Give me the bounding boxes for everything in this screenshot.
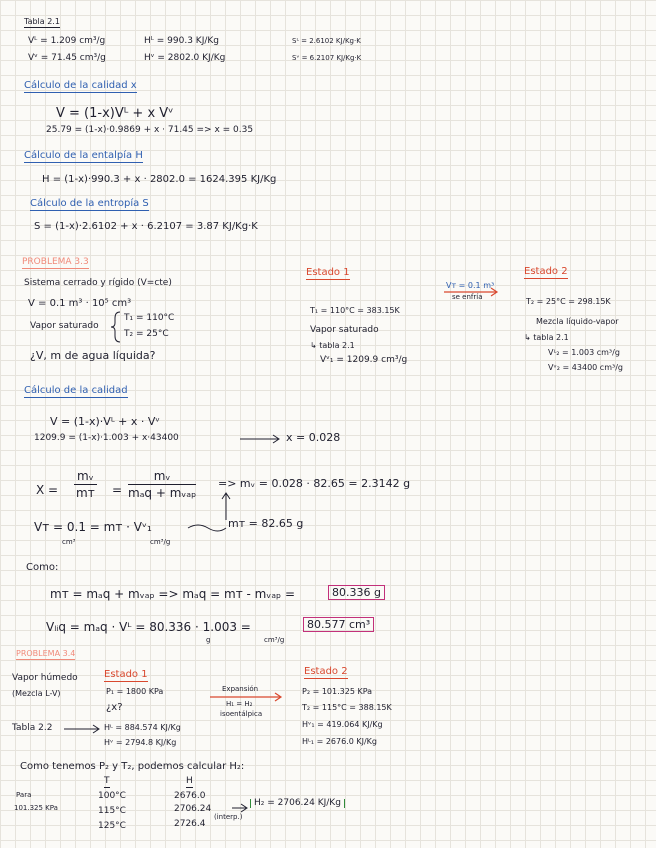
p34-estado-2-pressure: P₂ = 101.325 KPa bbox=[302, 687, 373, 696]
p34-hv-value: Hᵛ = 2794.8 KJ/Kg bbox=[104, 738, 177, 747]
equation-volume: V = (1-x)Vᴸ + x Vᵛ bbox=[56, 106, 174, 121]
quality-arrow bbox=[240, 435, 279, 443]
column-header-t: T bbox=[104, 776, 110, 786]
heading-calidad: Cálculo de la calidad bbox=[24, 385, 128, 396]
equation-entropy: S = (1-x)·2.6102 + x · 6.2107 = 3.87 KJ/Kg·K bbox=[34, 221, 258, 232]
hv-value: Hᵛ = 2802.0 KJ/Kg bbox=[144, 53, 226, 63]
process-arrow-3-3 bbox=[444, 288, 497, 296]
vv-value: Vᵛ = 71.45 cm³/g bbox=[28, 53, 106, 63]
p34-estado-2-hl: Hᴸ₁ = 2676.0 KJ/Kg bbox=[302, 737, 377, 746]
liquid-mass-result: 80.336 g bbox=[328, 585, 385, 600]
temperature-brace bbox=[111, 312, 120, 342]
table-row-1-t: 100°C bbox=[98, 791, 126, 801]
estado-1-temperature: T₁ = 110°C = 383.15K bbox=[310, 306, 400, 315]
fraction-numerator: mᵥ bbox=[74, 470, 97, 485]
table-arrow bbox=[64, 725, 99, 733]
estado-1-vapor: Vapor saturado bbox=[310, 325, 379, 335]
estado-1-title: Estado 1 bbox=[306, 267, 350, 278]
total-mass-result: mᴛ = 82.65 g bbox=[228, 517, 304, 530]
temperature-2: T₂ = 25°C bbox=[124, 329, 169, 339]
equation-enthalpy: H = (1-x)·990.3 + x · 2802.0 = 1624.395 KJ/Kg bbox=[42, 174, 277, 185]
hl-value: Hᴸ = 990.3 KJ/Kg bbox=[144, 36, 220, 46]
estado-2-liquid-volume: Vᴸ₂ = 1.003 cm³/g bbox=[548, 348, 620, 357]
table-row-2-t: 115°C bbox=[98, 806, 126, 816]
unit-cm3-per-g: cm³/g bbox=[264, 636, 285, 644]
estado-2-vapor-volume: Vᵛ₂ = 43400 cm³/g bbox=[548, 363, 623, 372]
equation-x: 25.79 = (1-x)·0.9869 + x · 71.45 => x = 0.35 bbox=[46, 125, 254, 135]
total-volume-equation: Vᴛ = 0.1 = mᴛ · Vᵛ₁ bbox=[34, 520, 152, 534]
unit-cm3-per-g: cm³/g bbox=[150, 538, 171, 546]
table-2-2-label: Tabla 2.2 bbox=[12, 723, 53, 733]
unit-g: g bbox=[206, 636, 211, 644]
quality-substitution: 1209.9 = (1-x)·1.003 + x·43400 bbox=[34, 433, 179, 443]
p34-estado-1-pressure: P₁ = 1800 KPa bbox=[106, 687, 164, 696]
heading-entalpia: Cálculo de la entalpía H bbox=[24, 150, 143, 161]
estado-2-title: Estado 2 bbox=[524, 266, 568, 277]
sv-value: Sᵛ = 6.2107 KJ/Kg·K bbox=[292, 54, 362, 62]
problem-3-4-title: PROBLEMA 3.4 bbox=[16, 649, 76, 658]
process-arrow-3-4 bbox=[210, 693, 281, 701]
unit-cm3: cm³ bbox=[62, 538, 76, 546]
p34-estado-2-hv: Hᵛ₁ = 419.064 KJ/Kg bbox=[302, 720, 383, 729]
isenthalpic-label: isoentálpica bbox=[220, 710, 263, 718]
p34-estado-2-temperature: T₂ = 115°C = 388.15K bbox=[302, 703, 392, 712]
table-title: Tabla 2.1 bbox=[24, 17, 60, 26]
vapor-mass-result: => mᵥ = 0.028 · 82.65 = 2.3142 g bbox=[218, 477, 411, 490]
volume-statement: V = 0.1 m³ · 10⁵ cm³ bbox=[28, 298, 132, 309]
p34-estado-1-title: Estado 1 bbox=[104, 669, 148, 680]
problem-3-3-title: PROBLEMA 3.3 bbox=[22, 257, 89, 267]
estado-2-tabla: ↳ tabla 2.1 bbox=[524, 333, 569, 342]
pressure-label: 101.325 KPa bbox=[14, 804, 58, 812]
fraction-numerator: mᵥ bbox=[128, 470, 196, 485]
mass-link-arrow bbox=[222, 493, 230, 520]
table-row-3-t: 125°C bbox=[98, 821, 126, 831]
expansion-label: Expansión bbox=[222, 685, 259, 693]
process-volume-label: Vᴛ = 0.1 m³ bbox=[446, 281, 495, 290]
estado-2-temperature: T₂ = 25°C = 298.15K bbox=[526, 297, 611, 306]
interpolation-label: (interp.) bbox=[214, 813, 243, 821]
liquid-volume-equation: Vₗᵢq = mₐq · Vᴸ = 80.336 · 1.003 = bbox=[46, 620, 251, 634]
question-text: ¿V, m de agua líquida? bbox=[30, 349, 156, 362]
mixture-label: (Mezcla L-V) bbox=[12, 689, 61, 698]
process-cooling-label: se enfría bbox=[452, 293, 483, 301]
como-tenemos-text: Como tenemos P₂ y T₂, podemos calcular H₂: bbox=[20, 761, 245, 772]
x-label: X = bbox=[36, 483, 59, 497]
equals-sign: = bbox=[112, 483, 123, 497]
fraction-denominator: mᴛ bbox=[76, 486, 95, 500]
total-mass-arrow bbox=[188, 525, 226, 531]
vl-value: Vᴸ = 1.209 cm³/g bbox=[28, 36, 106, 46]
quality-equation: V = (1-x)·Vᴸ + x · Vᵛ bbox=[50, 415, 160, 428]
interpolation-arrow bbox=[232, 804, 247, 812]
estado-1-tabla: ↳ tabla 2.1 bbox=[310, 341, 355, 350]
isenthalpic-condition: H₁ = H₂ bbox=[226, 700, 253, 708]
enthalpy-result: H₂ = 2706.24 KJ/Kg bbox=[250, 799, 345, 808]
liquid-volume-result: 80.577 cm³ bbox=[303, 617, 374, 632]
p34-estado-1-quality: ¿x? bbox=[106, 702, 123, 713]
temperature-1: T₁ = 110°C bbox=[124, 313, 175, 323]
heading-calidad-x: Cálculo de la calidad x bbox=[24, 80, 137, 91]
p34-estado-2-title: Estado 2 bbox=[304, 666, 348, 677]
quality-result: x = 0.028 bbox=[286, 431, 341, 444]
wet-vapor-label: Vapor húmedo bbox=[12, 673, 78, 683]
table-row-3-h: 2726.4 bbox=[174, 819, 206, 829]
estado-1-specific-volume: Vᵛ₁ = 1209.9 cm³/g bbox=[320, 355, 408, 365]
liquid-mass-equation: mᴛ = mₐq + mᵥₐₚ => mₐq = mᴛ - mᵥₐₚ = bbox=[50, 587, 296, 601]
sl-value: Sᴸ = 2.6102 KJ/Kg·K bbox=[292, 37, 361, 45]
para-label: Para bbox=[16, 791, 32, 799]
heading-entropia: Cálculo de la entropía S bbox=[30, 198, 149, 209]
como-label: Como: bbox=[26, 562, 59, 573]
p34-hl-value: Hᴸ = 884.574 KJ/Kg bbox=[104, 723, 181, 732]
table-row-2-h: 2706.24 bbox=[174, 804, 212, 814]
fraction-denominator: mₐq + mᵥₐₚ bbox=[128, 486, 197, 500]
system-description: Sistema cerrado y rígido (V=cte) bbox=[24, 278, 172, 288]
estado-2-mixture: Mezcla líquido-vapor bbox=[536, 317, 619, 326]
saturated-vapor-label: Vapor saturado bbox=[30, 321, 99, 331]
table-row-1-h: 2676.0 bbox=[174, 791, 206, 801]
column-header-h: H bbox=[186, 776, 193, 786]
